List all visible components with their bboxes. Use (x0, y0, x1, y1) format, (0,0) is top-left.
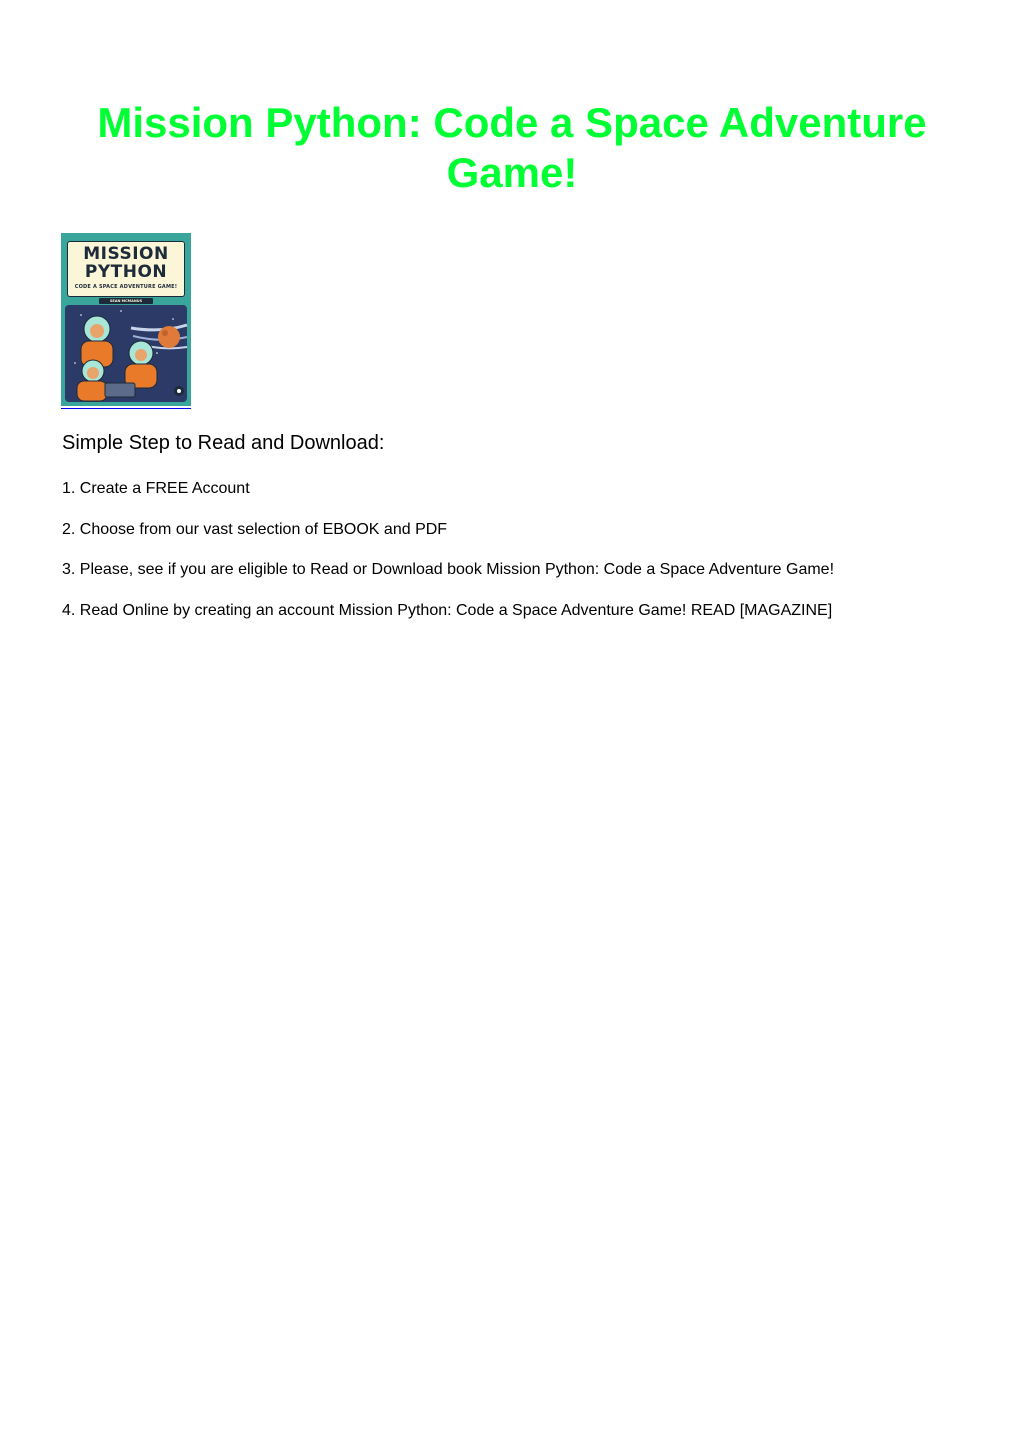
step-item-4: 4. Read Online by creating an account Mission Python: Code a Space Adventure Game! READ [MAGAZINE] (62, 601, 833, 619)
book-cover-link[interactable] (61, 233, 191, 409)
cover-title-box (67, 241, 185, 297)
step-item-3: 3. Please, see if you are eligible to Read or Download book Mission Python: Code a Space Adventure Game! (62, 561, 835, 578)
steps-list (62, 479, 834, 641)
book-cover-image (61, 233, 191, 406)
cover-subtitle: CODE A SPACE ADVENTURE GAME! (74, 284, 178, 290)
section-heading: Simple Step to Read and Download: (62, 432, 385, 454)
cover-author: SEAN MCMANUS (99, 298, 153, 304)
step-item-1: 1. Create a FREE Account (62, 480, 250, 497)
step-item-2: 2. Choose from our vast selection of EBOOK and PDF (62, 520, 448, 538)
page-title: Mission Python: Code a Space Adventure Game! (97, 99, 927, 196)
cover-title: MISSION PYTHON (83, 244, 169, 282)
